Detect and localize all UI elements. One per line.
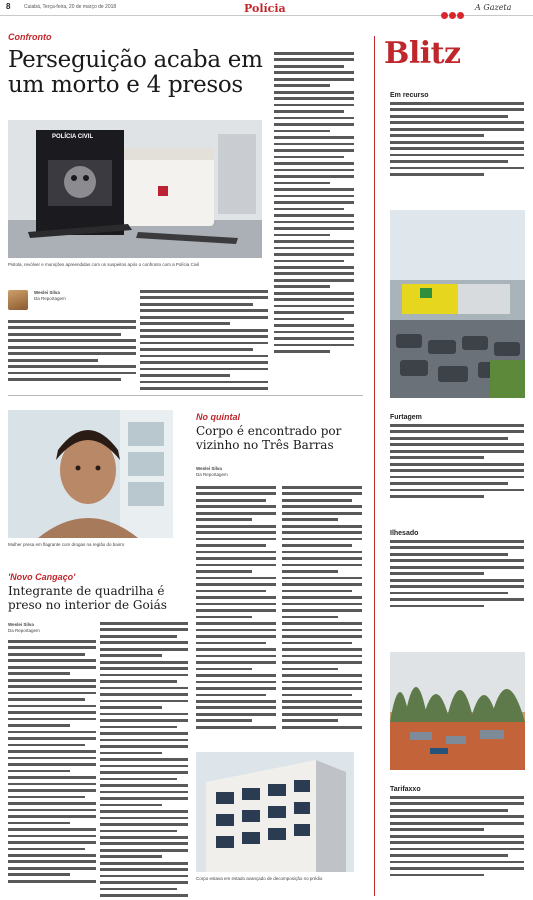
blitz-text-4 bbox=[390, 796, 524, 880]
main-byline bbox=[34, 290, 134, 301]
corpo-text-col1 bbox=[196, 486, 276, 732]
capturado-headline: Integrante de quadrilha é preso no interior de Goiás bbox=[8, 584, 167, 612]
byline-role: Da Reportagem bbox=[34, 295, 66, 301]
blitz-text-3 bbox=[390, 540, 524, 611]
building-photo bbox=[196, 752, 354, 872]
building-photo-caption: Corpo estava em estado avançado de decomposição no prédio bbox=[196, 876, 323, 881]
capturado-byline-role: Da Reportagem bbox=[8, 627, 40, 633]
blitz-heading-3: Ilhesado bbox=[390, 530, 419, 537]
byline-name: Weslei Silva bbox=[34, 290, 60, 295]
section-title: Polícia bbox=[244, 2, 286, 15]
capturado-text-col1 bbox=[8, 640, 96, 886]
blitz-heading-2: Furtagem bbox=[390, 414, 422, 421]
corpo-byline-role: Da Reportagem bbox=[196, 471, 228, 477]
evidence-photo bbox=[8, 120, 262, 258]
corpo-byline-name: Weslei Silva bbox=[196, 466, 222, 471]
main-kicker: Confronto bbox=[8, 32, 52, 42]
woman-photo bbox=[8, 410, 173, 538]
parking-photo bbox=[390, 210, 525, 398]
blitz-heading-4: Tarifaxxo bbox=[390, 786, 421, 793]
capturado-text-col2 bbox=[100, 622, 188, 900]
author-avatar bbox=[8, 290, 28, 310]
blitz-title: Blitz bbox=[384, 36, 461, 71]
brand-dots-icon bbox=[441, 4, 465, 23]
blitz-heading-1: Em recurso bbox=[390, 92, 429, 99]
capturado-byline bbox=[8, 622, 68, 633]
woman-photo-caption: Mulher presa em flagrante com drogas na região do bairro bbox=[8, 542, 125, 547]
page-header bbox=[0, 0, 533, 16]
main-text-col3 bbox=[274, 52, 354, 357]
brand-name: A Gazeta bbox=[475, 3, 512, 12]
page-number: 8 bbox=[6, 2, 11, 11]
blitz-text-2 bbox=[390, 424, 524, 502]
capturado-kicker: 'Novo Cangaço' bbox=[8, 572, 76, 582]
divider bbox=[8, 395, 363, 396]
field-photo bbox=[390, 652, 525, 770]
main-text-col2 bbox=[140, 290, 268, 394]
corpo-headline: Corpo é encontrado por vizinho no Três Barras bbox=[196, 424, 342, 452]
capturado-byline-name: Weslei Silva bbox=[8, 622, 34, 627]
date-line: Cuiabá, Terça-feira, 20 de março de 2018 bbox=[24, 4, 117, 10]
corpo-byline bbox=[196, 466, 256, 477]
photo-label: POLÍCIA CIVIL bbox=[52, 134, 94, 140]
blitz-text-1 bbox=[390, 102, 524, 180]
column-rule bbox=[374, 36, 375, 896]
corpo-kicker: No quintal bbox=[196, 412, 240, 422]
main-headline: Perseguição acaba em um morto e 4 presos bbox=[8, 47, 263, 98]
main-photo-caption: Pistola, revólver e munições apreendidas com os suspeitos após o confronto com a Polícia Civil bbox=[8, 262, 200, 267]
main-text-col1 bbox=[8, 320, 136, 385]
corpo-text-col2 bbox=[282, 486, 362, 732]
